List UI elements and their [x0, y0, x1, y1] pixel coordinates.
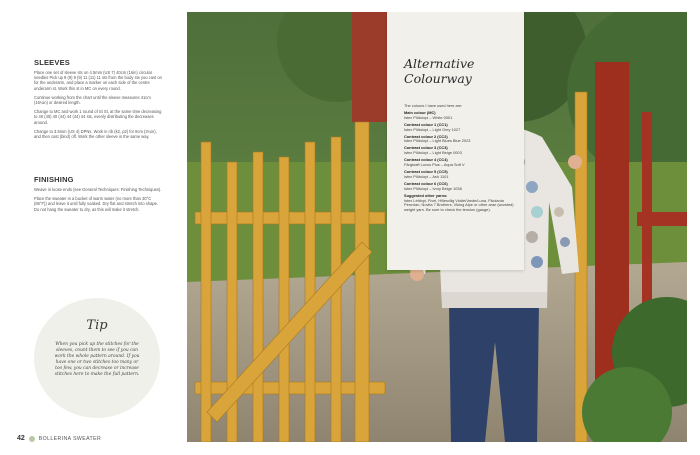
colour-value: Istex Plötulopi – Ash 1101: [404, 173, 449, 179]
tip-circle: [34, 298, 160, 418]
panel-title-line: Colourway: [404, 71, 472, 86]
colour-label: Contrast colour 5 (CC5): [404, 168, 448, 174]
colour-label: Contrast colour 3 (CC3): [404, 145, 448, 151]
colour-value: Istex Plötulopi – Ivory Beige 1038: [404, 185, 462, 191]
colour-label: Contrast colour 4 (CC4): [404, 157, 448, 163]
colour-label: Main colour (MC): [404, 109, 436, 115]
suggested-yarns-label: Suggested other yarns:: [404, 192, 448, 198]
sleeves-paragraph: Change to MC and work 1 round of St St, at the same time decreasing to 40 (40) 40 (44) 44 (44) 44 sts, evenly distributing the decreases around.: [34, 109, 162, 125]
tip-text: When you pick up the stitches for the sleeves, count them to see if you can work the whole pattern around. If you have one or two stitches too many or too few, you can decrease or increase stitches here to make the full pattern.: [54, 342, 140, 377]
panel-title: [404, 56, 514, 86]
model-photo: [187, 12, 687, 442]
alternative-colourway-panel: [387, 12, 524, 270]
colour-value: Färgkraft Luxus Plus – Aqua Soft V: [404, 162, 465, 168]
footer-dot-icon: [29, 436, 35, 442]
colour-value: Istex Plötulopi – Light Beige 0003: [404, 150, 462, 156]
sleeves-paragraph: Place one set of sleeve sts on 4.5mm (US 7) 40cm (16in) circular needles Pick up 9 (9) 9 (9) 11 (11) 11 sts from the body sts you cast on for the underarm, and place a marker on each side of the centre underarm st. Work this st in MC on every round.: [34, 70, 162, 91]
colour-intro: The colours I have used here are:: [404, 103, 463, 108]
finishing-heading: FINISHING: [34, 175, 74, 184]
colour-value: Istex Plötulopi – Light Grey 1027: [404, 126, 461, 132]
tip-title: Tip: [86, 318, 108, 333]
running-title: BOLLERINA SWEATER: [38, 435, 102, 442]
finishing-paragraph: Place the sweater in a bucket of warm water (no more than 30°C (86°F)) and leave it until fully soaked. Dry flat and stretch into shape. Do not hang the sweater to dry, as this will make it stretch.: [34, 196, 159, 212]
colour-label: Contrast colour 1 (CC1): [404, 121, 448, 127]
colour-label: Contrast colour 6 (CC6): [404, 180, 448, 186]
colour-list: [404, 104, 516, 213]
finishing-section: [34, 175, 162, 216]
page-footer: [17, 435, 101, 442]
suggested-yarns-text: Istex Léttlopi, Fivel, Hillesvåg Vidde/Varde/Luna, Fikolania Peruvian, Novita 7 Brothers, Viking Alpe or other aran (worsted) weight yarn. Be sure to check the tension (gauge).: [404, 197, 514, 213]
sleeves-section: [34, 58, 162, 143]
colour-value: Istex Plötulopi – Light Blues Blue 2023: [404, 138, 471, 144]
colour-label: Contrast colour 2 (CC2): [404, 133, 448, 139]
sleeves-paragraph: Continue working from the chart until the sleeve measures 41cm (16¼in) or desired length.: [34, 94, 151, 106]
sleeves-heading: SLEEVES: [34, 58, 70, 67]
left-page: [0, 0, 185, 455]
hand: [568, 155, 582, 169]
sleeves-paragraph: Change to 3.5mm (US 4) DPNs. Work in rib (k2, p2) for 8cm (3¼in), and then cast (bind) off. Work the other sleeve in the same way.: [34, 128, 157, 140]
finishing-paragraph: Weave in loose ends (see General Techniques: Finishing Techniques).: [34, 187, 162, 192]
colour-value: Istex Plötulopi – White 0001: [404, 114, 453, 120]
panel-title-line: Alternative: [404, 56, 475, 71]
page-number: 42: [17, 435, 25, 442]
